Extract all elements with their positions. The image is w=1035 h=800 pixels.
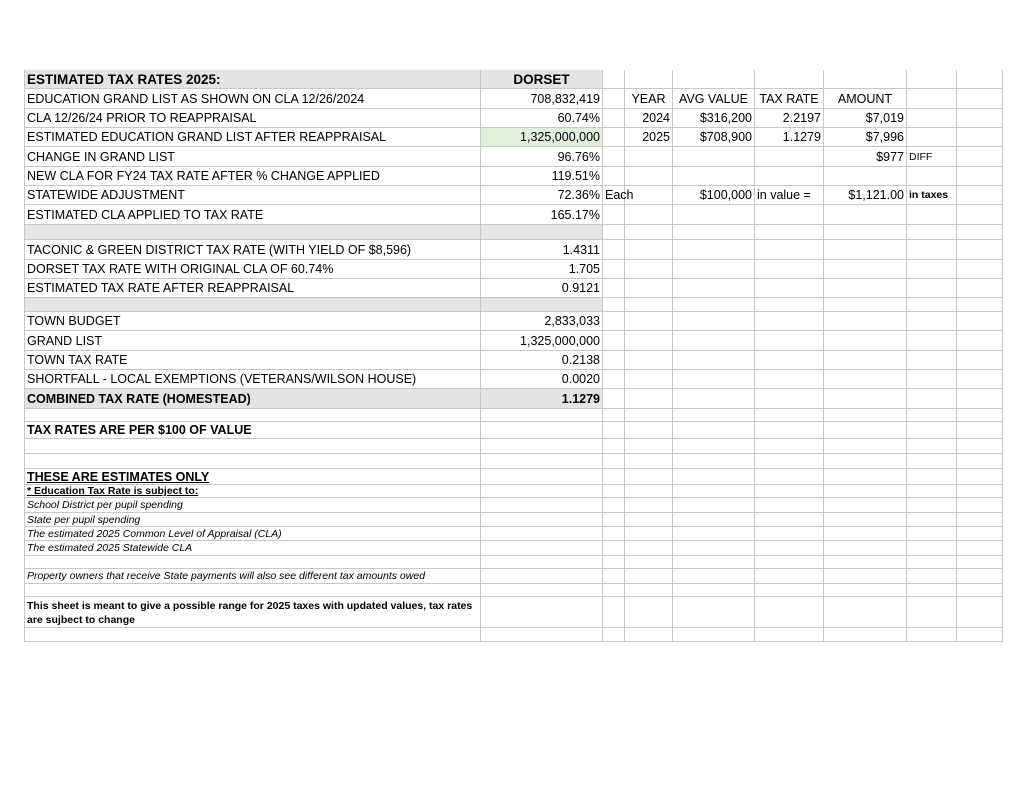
row-label: ESTIMATED TAX RATE AFTER REAPPRAISAL — [24, 279, 481, 298]
tax-rate-2025: 1.1279 — [755, 128, 824, 147]
note-item: The estimated 2025 Statewide CLA — [24, 541, 481, 556]
header-row — [24, 70, 1003, 89]
disclaimer-note: This sheet is meant to give a possible range for 2025 taxes with updated values, tax rates are sujbect to change — [24, 597, 481, 628]
row-label: CHANGE IN GRAND LIST — [24, 147, 481, 167]
in-taxes-label: in taxes — [907, 186, 957, 205]
row-label: TOWN BUDGET — [24, 312, 481, 331]
table-row — [24, 205, 1003, 225]
amount-header: AMOUNT — [824, 89, 907, 109]
row-value: 165.17% — [481, 205, 603, 225]
each-value: $100,000 — [673, 186, 755, 205]
rates-note-row — [24, 422, 1003, 439]
amount-2025: $7,996 — [824, 128, 907, 147]
tax-rate-sheet — [24, 70, 1003, 642]
notes-row — [24, 513, 1003, 527]
diff-amount: $977 — [824, 147, 907, 167]
sheet-title: ESTIMATED TAX RATES 2025: — [24, 70, 481, 89]
table-row — [24, 279, 1003, 298]
row-value-highlighted: 1,325,000,000 — [481, 128, 603, 147]
row-label: GRAND LIST — [24, 331, 481, 351]
in-value-label: in value = — [755, 186, 824, 205]
row-value: 2,833,033 — [481, 312, 603, 331]
row-value: 0.2138 — [481, 351, 603, 370]
combined-rate-label: COMBINED TAX RATE (HOMESTEAD) — [24, 389, 481, 409]
table-row — [24, 89, 1003, 109]
empty-row — [24, 584, 1003, 597]
row-label: NEW CLA FOR FY24 TAX RATE AFTER % CHANGE APPLIED — [24, 167, 481, 186]
state-payments-note: Property owners that receive State payments will also see different tax amounts owed — [24, 569, 481, 584]
note-item: School District per pupil spending — [24, 498, 481, 513]
disclaimer-row — [24, 597, 1003, 628]
notes-row — [24, 498, 1003, 513]
spacer-row — [24, 298, 1003, 312]
per-amount: $1,121.00 — [824, 186, 907, 205]
row-value: 1.705 — [481, 260, 603, 279]
row-value: 96.76% — [481, 147, 603, 167]
row-label: STATEWIDE ADJUSTMENT — [24, 186, 481, 205]
notes-row — [24, 569, 1003, 584]
each-label: Each — [605, 188, 634, 202]
table-row — [24, 147, 1003, 167]
row-label: CLA 12/26/24 PRIOR TO REAPPRAISAL — [24, 109, 481, 128]
notes-heading-row — [24, 469, 1003, 485]
table-row — [24, 312, 1003, 331]
year-2025: 2025 — [625, 128, 673, 147]
amount-2024: $7,019 — [824, 109, 907, 128]
tax-rate-2024: 2.2197 — [755, 109, 824, 128]
row-value: 0.0020 — [481, 370, 603, 389]
row-label: TOWN TAX RATE — [24, 351, 481, 370]
note-item: The estimated 2025 Common Level of Appraisal (CLA) — [24, 527, 481, 541]
combined-rate-value: 1.1279 — [481, 389, 603, 409]
empty-row — [24, 439, 1003, 454]
notes-row — [24, 541, 1003, 556]
row-value: 72.36% — [481, 186, 603, 205]
row-value: 708,832,419 — [481, 89, 603, 109]
table-row — [24, 128, 1003, 147]
table-row — [24, 109, 1003, 128]
dorset-column-header: DORSET — [481, 70, 603, 89]
empty-row — [24, 454, 1003, 469]
note-item: State per pupil spending — [24, 513, 481, 527]
avg-value-header: AVG VALUE — [673, 89, 755, 109]
row-value: 60.74% — [481, 109, 603, 128]
empty-row — [24, 628, 1003, 642]
table-row — [24, 240, 1003, 260]
empty-row — [24, 556, 1003, 569]
avg-value-2025: $708,900 — [673, 128, 755, 147]
table-row — [24, 186, 1003, 205]
notes-row — [24, 527, 1003, 541]
row-value: 119.51% — [481, 167, 603, 186]
row-label: ESTIMATED CLA APPLIED TO TAX RATE — [24, 205, 481, 225]
table-row — [24, 351, 1003, 370]
row-value: 1,325,000,000 — [481, 331, 603, 351]
notes-row — [24, 485, 1003, 498]
diff-label: DIFF — [907, 147, 957, 167]
empty-row — [24, 409, 1003, 422]
table-row — [24, 331, 1003, 351]
row-label: SHORTFALL - LOCAL EXEMPTIONS (VETERANS/WILSON HOUSE) — [24, 370, 481, 389]
row-value: 0.9121 — [481, 279, 603, 298]
table-row — [24, 260, 1003, 279]
row-label: TACONIC & GREEN DISTRICT TAX RATE (WITH YIELD OF $8,596) — [24, 240, 481, 260]
estimates-heading: THESE ARE ESTIMATES ONLY — [24, 469, 481, 485]
combined-rate-row — [24, 389, 1003, 409]
year-header: YEAR — [625, 89, 673, 109]
subject-to-note: * Education Tax Rate is subject to: — [24, 485, 481, 498]
row-label: ESTIMATED EDUCATION GRAND LIST AFTER REAPPRAISAL — [24, 128, 481, 147]
table-row — [24, 370, 1003, 389]
spacer-row — [24, 225, 1003, 240]
rates-note: TAX RATES ARE PER $100 OF VALUE — [24, 422, 481, 439]
avg-value-2024: $316,200 — [673, 109, 755, 128]
year-2024: 2024 — [625, 109, 673, 128]
row-label: EDUCATION GRAND LIST AS SHOWN ON CLA 12/26/2024 — [24, 89, 481, 109]
row-label: DORSET TAX RATE WITH ORIGINAL CLA OF 60.74% — [24, 260, 481, 279]
row-value: 1.4311 — [481, 240, 603, 260]
tax-rate-header: TAX RATE — [755, 89, 824, 109]
table-row — [24, 167, 1003, 186]
